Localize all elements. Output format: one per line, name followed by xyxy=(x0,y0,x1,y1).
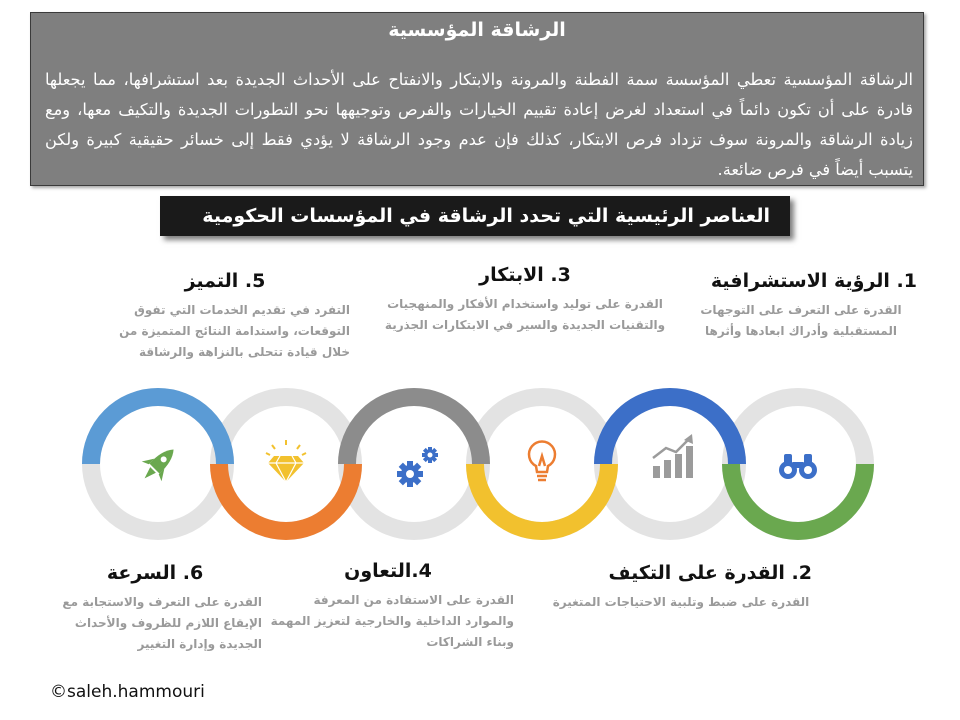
element-6-desc: القدرة على التعرف والاستجابة مع الإيقاع اللازم للظروف والأحداث الجديدة وإدارة التغيير xyxy=(62,595,262,651)
diamond-icon xyxy=(266,440,306,482)
arc-3 xyxy=(475,464,609,531)
copyright-text: ©saleh.hammouri xyxy=(50,682,205,702)
arc-4 xyxy=(347,397,481,464)
lightbulb-icon xyxy=(529,441,555,480)
element-3 xyxy=(375,264,675,336)
element-4-desc: القدرة على الاستفادة من المعرفة والموارد الداخلية والخارجية لتعزيز المهمة وبناء الشراكات xyxy=(270,593,514,649)
arc-1 xyxy=(731,464,865,531)
element-5-title: 5. التميز xyxy=(184,270,266,292)
element-1-desc: القدرة على التعرف على التوجهات المستقبلية وأدراك ابعادها وأثرها xyxy=(700,303,902,338)
bar-chart-icon xyxy=(653,434,693,478)
rocket-icon xyxy=(135,440,184,489)
element-6 xyxy=(48,562,262,655)
element-5 xyxy=(100,270,350,363)
arc-6 xyxy=(91,397,225,464)
intro-body: الرشاقة المؤسسية تعطي المؤسسة سمة الفطنة والمرونة والابتكار والانفتاح على الأحداث الجديدة بعد استشرافها، مما يجعلها قادرة على أن تكون دائماً في استعداد لغرض إعادة تقييم الخيارات والفرص وتوجيهها نحو التطورات الجديدة والتكيف معها، ومع زيادة الرشاقة والمرونة سوف تزداد فرص الابتكار، كذلك فإن عدم وجود الرشاقة لا يؤدي فقط إلى خسائر حقيقية كبيرة ولكن يتسبب أيضاً في فرص ضائعة. xyxy=(45,70,913,179)
element-1 xyxy=(685,270,917,342)
element-5-desc: التفرد في تقديم الخدمات التي تفوق التوقعات، واستدامة النتائج المتميزة من خلال قيادة تتحلى بالنزاهة والرشاقة xyxy=(119,303,350,359)
element-3-desc: القدرة على توليد واستخدام الأفكار والمنهجيات والتقنيات الجديدة والسير في الابتكارات الجذرية xyxy=(384,297,666,332)
element-2-title: 2. القدرة على التكيف xyxy=(608,562,812,584)
intro-title: الرشاقة المؤسسية xyxy=(388,19,566,41)
element-2-desc: القدرة على ضبط وتلبية الاحتياجات المتغيرة xyxy=(552,595,810,609)
arc-2 xyxy=(603,397,737,464)
element-3-title: 3. الابتكار xyxy=(479,264,571,286)
element-1-title: 1. الرؤية الاستشرافية xyxy=(710,270,917,292)
element-6-title: 6. السرعة xyxy=(106,562,204,584)
element-4 xyxy=(262,560,514,653)
elements-banner: العناصر الرئيسية التي تحدد الرشاقة في المؤسسات الحكومية xyxy=(160,196,790,236)
element-4-title: 4.التعاون xyxy=(344,560,432,582)
binoculars-icon xyxy=(779,454,817,479)
element-2 xyxy=(550,562,812,613)
gears-icon xyxy=(397,447,438,487)
